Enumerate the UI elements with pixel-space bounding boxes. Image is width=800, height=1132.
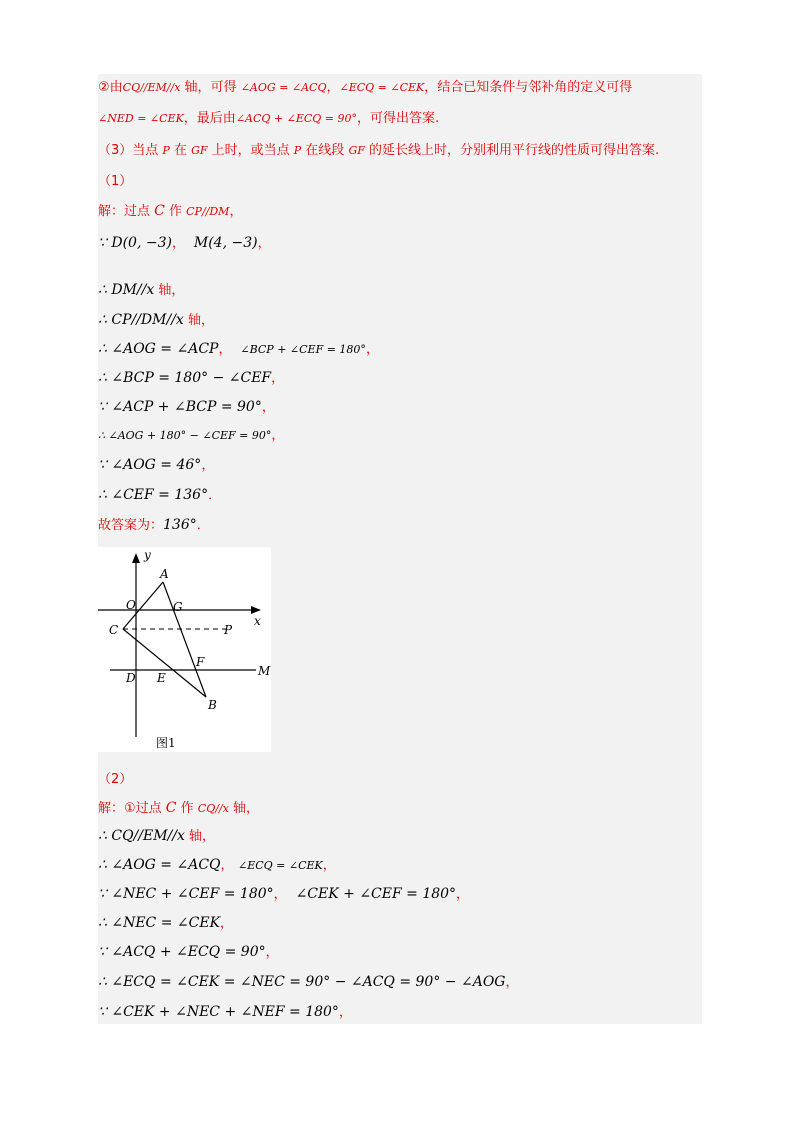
text: ，: [218, 342, 232, 357]
text: （2）: [98, 772, 133, 787]
text: ，结合已知条件与邻补角的定义可得: [424, 80, 633, 95]
math: GF: [348, 144, 365, 157]
text: 上时，或当点: [207, 143, 294, 158]
text: ②由: [98, 80, 123, 95]
solution-1-line-2: [98, 234, 271, 253]
text: ，: [271, 428, 285, 443]
text: 轴，: [228, 801, 259, 816]
text: 在线段: [301, 143, 349, 158]
solution-1-line-3: [98, 281, 184, 300]
label-g: G: [173, 600, 183, 614]
solution-1-line-10: [98, 486, 221, 505]
geometry-diagram: [98, 547, 271, 752]
text: 的延长线上时，分别利用平行线的性质可得出答案.: [364, 143, 660, 158]
math: ∴ ∠AOG + 180° − ∠CEF = 90°: [98, 429, 272, 442]
label-b: B: [208, 698, 217, 712]
text: ，: [326, 80, 340, 95]
text: （3）当点: [98, 143, 163, 158]
solution-1-line-8: [98, 426, 284, 445]
math: M(4, −3): [193, 235, 258, 251]
math: C: [154, 203, 165, 219]
math: ∠AOG = ∠ACQ: [240, 81, 327, 94]
math: ∴ ∠AOG = ∠ACQ: [98, 857, 221, 873]
text: 解：①过点: [98, 801, 166, 816]
math: ∵ ∠NEC + ∠CEF = 180°: [98, 886, 274, 902]
text: 故答案为：: [98, 518, 164, 533]
text: 轴，: [184, 829, 216, 844]
label-y: y: [144, 548, 151, 562]
text: 在: [169, 143, 192, 158]
text: 轴，: [183, 313, 214, 328]
math: ∴ ∠NEC = ∠CEK: [98, 915, 221, 931]
part-2-heading: [98, 770, 132, 789]
math: CQ//x: [197, 802, 229, 815]
solution-2-line-2: [98, 827, 215, 846]
solution-1-line-7: [98, 398, 275, 417]
solution-1-line-4: [98, 311, 214, 330]
math: ∴ ∠ECQ = ∠CEK = ∠NEC = 90° − ∠ACQ = 90° − ∠AOG: [98, 974, 506, 990]
math: ∠ECQ = ∠CEK: [339, 81, 425, 94]
text: ，: [220, 858, 234, 873]
math: ∠BCP + ∠CEF = 180°: [240, 343, 366, 356]
label-a: A: [160, 567, 169, 581]
text: 作: [164, 204, 187, 219]
text: 作: [176, 801, 198, 816]
text: ，: [261, 400, 275, 415]
label-o: O: [126, 598, 136, 612]
text: ，: [229, 204, 243, 219]
text: ，可得出答案.: [357, 111, 440, 126]
math: CP//DM: [186, 205, 230, 218]
text: ，: [257, 236, 271, 251]
math: ∴ ∠AOG = ∠ACP: [98, 341, 219, 357]
text: ．: [208, 488, 222, 503]
math: ∴ CQ//EM//x: [98, 828, 185, 844]
math: ∠ECQ = ∠CEK: [238, 859, 323, 872]
label-x: x: [254, 614, 261, 628]
y-axis-arrow: [132, 553, 140, 563]
label-m: M: [258, 664, 271, 678]
math: ∵ D(0, −3): [98, 235, 172, 251]
text: ，: [322, 858, 336, 873]
math: ∴ CP//DM//x: [98, 312, 184, 328]
math: P: [162, 144, 170, 157]
text: ，: [365, 342, 379, 357]
text: ，: [456, 887, 470, 902]
text: ，: [171, 236, 185, 251]
math: CQ//EM//x: [122, 81, 181, 94]
math: ∠CEK + ∠CEF = 180°: [295, 886, 457, 902]
math: ∵ ∠ACP + ∠BCP = 90°: [98, 399, 262, 415]
text: ，: [271, 371, 285, 386]
text: ，最后由: [183, 111, 236, 126]
solution-1-line-9: [98, 456, 214, 475]
solution-2-line-8: [98, 1003, 352, 1022]
math: ∴ ∠CEF = 136°: [98, 487, 209, 503]
text: ，: [220, 916, 234, 931]
solution-2-line-6: [98, 943, 279, 962]
text: （1）: [98, 174, 133, 189]
figure-1: [98, 547, 271, 752]
math: ∵ ∠AOG = 46°: [98, 457, 202, 473]
figure-caption: 图1: [156, 736, 176, 750]
math: GF: [191, 144, 208, 157]
math: ∴ ∠BCP = 180° − ∠CEF: [98, 370, 272, 386]
label-p: P: [224, 623, 233, 637]
text: 轴，: [154, 283, 185, 298]
solution-2-line-7: [98, 973, 519, 992]
solution-1-line-1: [98, 202, 242, 221]
text: ．: [196, 518, 210, 533]
part-1-heading: [98, 172, 132, 191]
text: 轴，可得: [180, 80, 241, 95]
label-e: E: [157, 671, 166, 685]
label-c: C: [109, 623, 119, 637]
x-axis-arrow: [251, 606, 261, 614]
math: 136°: [163, 517, 197, 533]
solution-1-line-6: [98, 369, 284, 388]
text: ，: [201, 458, 215, 473]
text: ，: [505, 975, 519, 990]
solution-2-line-3: [98, 856, 336, 875]
solution-2-line-4: [98, 885, 469, 904]
math: ∴ DM//x: [98, 282, 155, 298]
solution-2-line-5: [98, 914, 233, 933]
text: ，: [273, 887, 287, 902]
math: ∠NED = ∠CEK: [98, 112, 184, 125]
hint-line-2: [98, 78, 632, 97]
math: C: [165, 800, 177, 816]
text: ，: [338, 1005, 352, 1020]
math: ∵ ∠CEK + ∠NEC + ∠NEF = 180°: [98, 1004, 339, 1020]
label-d: D: [126, 671, 136, 685]
label-f: F: [196, 655, 205, 669]
math: ∠ACQ + ∠ECQ = 90°: [235, 112, 358, 125]
solution-2-line-1: [98, 799, 259, 818]
answer-line: [98, 516, 210, 535]
text: ，: [265, 945, 279, 960]
math: P: [293, 144, 302, 157]
text: 解：过点: [98, 204, 155, 219]
math: ∵ ∠ACQ + ∠ECQ = 90°: [98, 944, 266, 960]
hint-line-2-cont: [98, 109, 439, 128]
hint-line-3: [98, 141, 659, 160]
solution-1-line-5: [98, 340, 379, 359]
